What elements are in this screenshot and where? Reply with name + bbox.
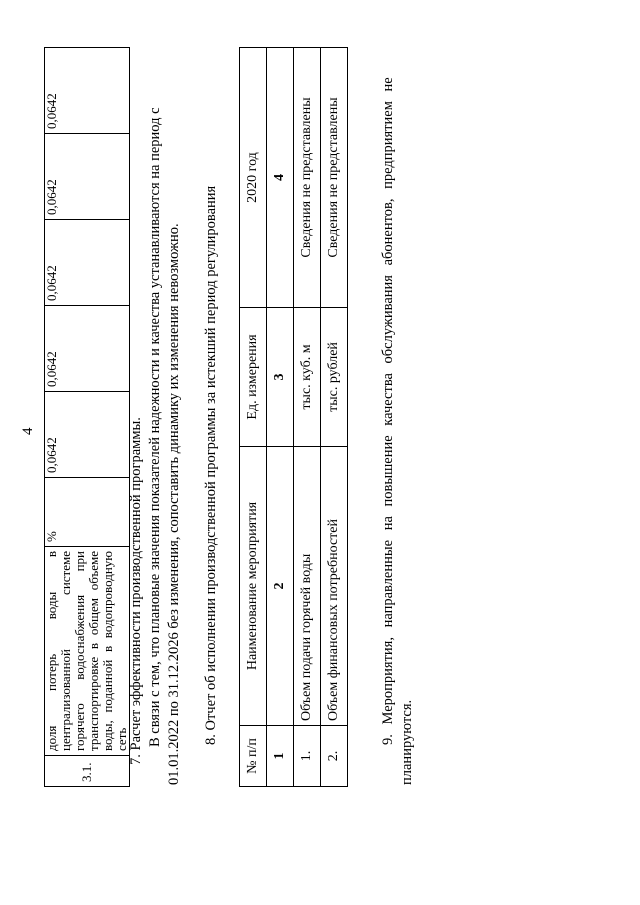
section-7-line-2: 01.01.2022 по 31.12.2026 без изменения, сопоставить динамику их изменения невозможно. [166,223,182,785]
program-report-table [239,47,348,787]
column-number: 4 [267,48,294,308]
table-row [45,48,130,787]
value-cell: Сведения не представлены [294,48,321,308]
section-9-line-2: планируются. [399,699,415,785]
column-header: Наименование мероприятия [240,447,267,726]
row-number: 3.1. [45,756,130,787]
row-number: 1. [294,726,321,787]
page-number: 4 [20,427,36,435]
column-number: 1 [267,726,294,787]
indicators-table [44,47,130,787]
value-cell: 0,0642 [45,48,130,134]
column-number: 2 [267,447,294,726]
value-cell: 0,0642 [45,220,130,306]
section-7-line-1: В связи с тем, что плановые значения показателей надежности и качества устанавливаются на период с [147,107,163,747]
value-cell: 0,0642 [45,134,130,220]
value-cell: Сведения не представлены [321,48,348,308]
column-number: 3 [267,308,294,447]
unit-cell: тыс. куб. м [294,308,321,447]
table-row [294,48,321,787]
section-7-heading: 7. Расчет эффективности производственной программы. [128,417,144,765]
measure-name: Объем подачи горячей воды [294,447,321,726]
row-number: 2. [321,726,348,787]
column-header: 2020 год [240,48,267,308]
unit-cell: тыс. рублей [321,308,348,447]
table-number-row [267,48,294,787]
value-cell: 0,0642 [45,392,130,478]
section-9-line-1: 9. Мероприятия, направленные на повышение качества обслуживания абонентов, предприятием не [380,77,396,745]
column-header: № п/п [240,726,267,787]
table-header-row [240,48,267,787]
indicator-name: доля потерь воды в централизованной системе горячего водоснабжения при транспортировке в общем объеме воды, поданной в водопроводную сеть [45,547,130,756]
measure-name: Объем финансовых потребностей [321,447,348,726]
value-cell: 0,0642 [45,306,130,392]
table-row [321,48,348,787]
section-8-heading: 8. Отчет об исполнении производственной программы за истекший период регулирования [203,185,219,745]
unit-cell: % [45,478,130,547]
column-header: Ед. измерения [240,308,267,447]
